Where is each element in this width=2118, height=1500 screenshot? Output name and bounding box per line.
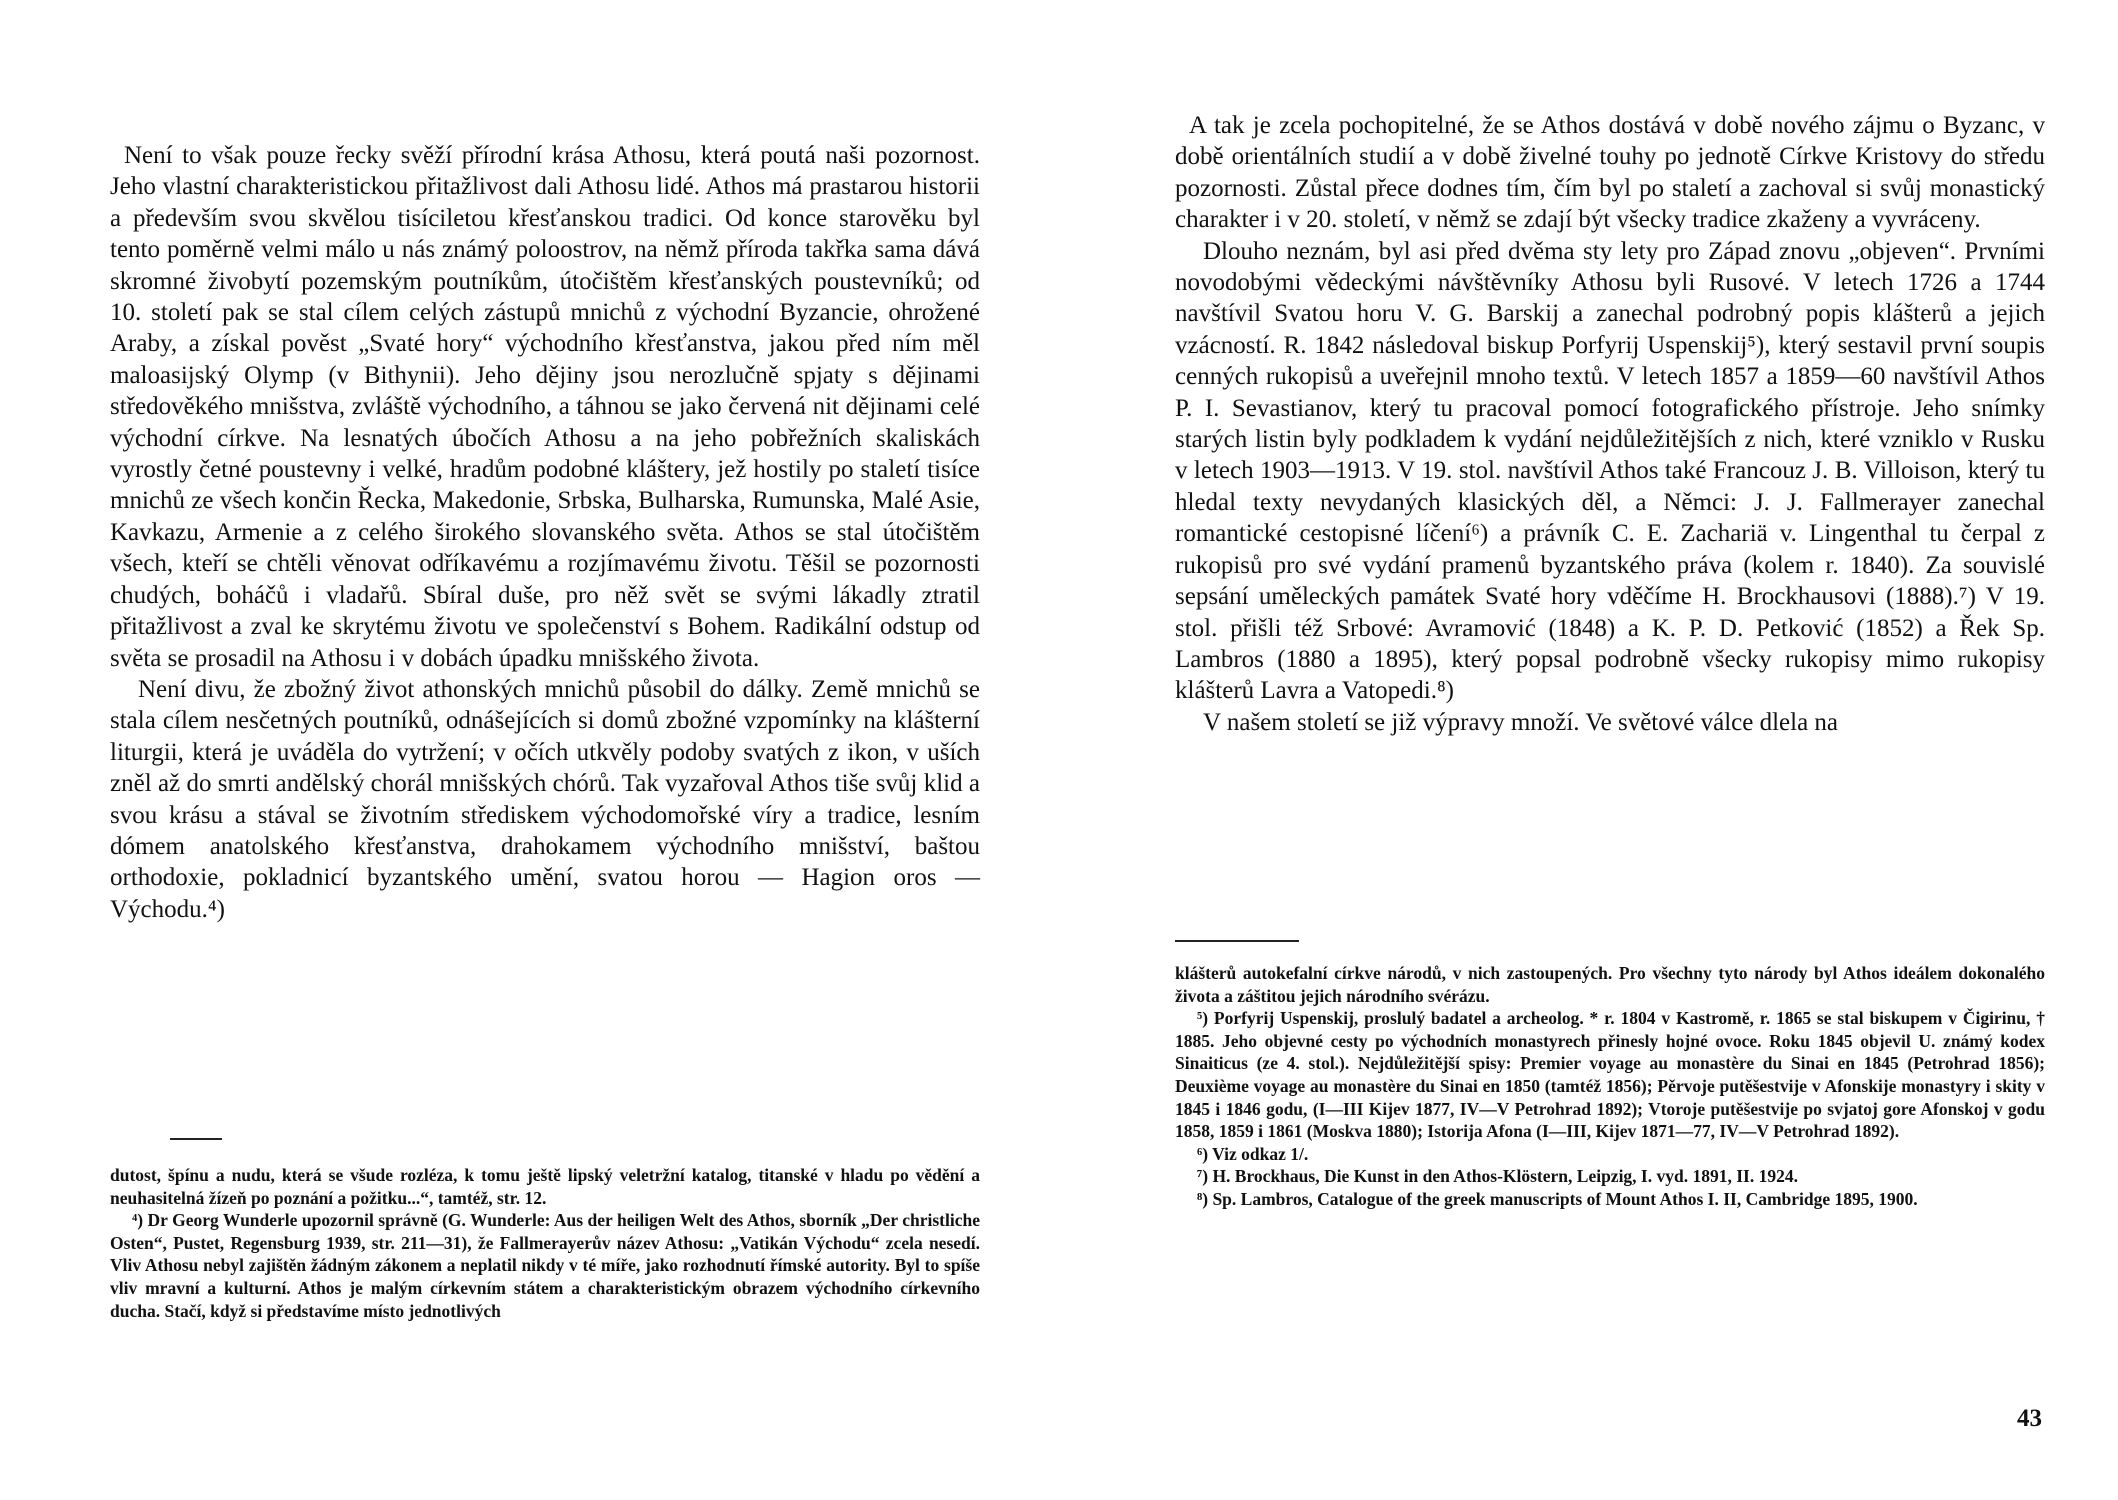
paragraph: Dlouho neznám, byl asi před dvěma sty lety pro Západ znovu „objeven“. Prvními novodobými vědeckými návštěvníky Athosu byli Rusové. V letech 1726 a 1744 navštívil Svatou horu V. G. Barskij a zanechal podrobný popis klášterů a jejich vzácností. R. 1842 následoval biskup Porfyrij Uspenskij⁵), který sestavil první soupis cenných rukopisů a uveřejnil mnoho textů. V letech 1857 a 1859—60 navštívil Athos P. I. Sevastianov, který tu pracoval pomocí fotografického přístroje. Jeho snímky starých listin byly podkladem k vydání nejdůležitějších z nich, které vzniklo v Rusku v letech 1903—1913. V 19. stol. navštívil Athos také Francouz J. B. Villoison, který tu hledal texty nevydaných klasických děl, a Němci: J. J. Fallmerayer zanechal romantické cestopisné líčení⁶) a právník C. E. Zachariä v. Lingenthal tu čerpal z rukopisů pro své vydání pramenů byzantského práva (kolem r. 1840). Za souvislé sepsání uměleckých památek Svaté hory vděčíme H. Brockhausovi (1888).⁷) V 19. stol. přišli též Srbové: Avramović (1848) a K. P. D. Petković (1852) a Řek Sp. Lambros (1880 a 1895), který popsal podrobně všecky rukopisy mimo rukopisy klášterů Lavra a Vatopedi.⁸): [1175, 237, 2045, 705]
footnote: ⁸) Sp. Lambros, Catalogue of the greek manuscripts of Mount Athos I. II, Cambridge 1895, 1900.: [1197, 1188, 1918, 1209]
footnote: ⁶) Viz odkaz 1/.: [1197, 1143, 1309, 1164]
paragraph: Není to však pouze řecky svěží přírodní krása Athosu, která poutá naši pozornost. Jeho vlastní charakteristickou přitažlivost dali Athosu lidé. Athos má prastarou historii a především svou skvělou tisíciletou křesťanskou tradici. Od konce starověku byl tento poměrně velmi málo u nás známý poloostrov, na němž příroda takřka sama dává skromné živobytí pozemským poutníkům, útočištěm křesťanských poustevníků; od 10. století pak se stal cílem celých zástupů mnichů z východní Byzancie, ohrožené Araby, a získal pověst „Svaté hory“ východního křesťanstva, jakou před ním měl maloasijský Olymp (v Bithynii). Jeho dějiny jsou nerozlučně spjaty s dějinami středověkého mnišstva, zvláště východního, a táhnou se jako červená nit dějinami celé východní církve. Na lesnatých úbočích Athosu a na jeho pobřežních skaliskách vyrostly četné poustevny i velké, hradům podobné kláštery, jež hostily po staletí tisíce mnichů ze všech končin Řecka, Makedonie, Srbska, Bulharska, Rumunska, Malé Asie, Kavkazu, Armenie a z celého širokého slovanského světa. Athos se stal útočištěm všech, kteří se chtěli věnovat odříkavému a rozjímavému životu. Těšil se pozornosti chudých, boháčů i vladařů. Sbíral duše, pro něž svět se svými lákadly ztratil přitažlivost a zval ke skrytému životu ve společenství s Bohem. Radikální odstup od světa se prosadil na Athosu i v dobách úpadku mnišského života.: [110, 142, 980, 672]
footnote-divider: [170, 1138, 222, 1140]
paragraph: V našem století se již výpravy množí. Ve světové válce dlela na: [1203, 708, 1839, 736]
footnote-continuation: klášterů autokefalní církve národů, v nich zastoupených. Pro všechny tyto národy byl Athos ideálem dokonalého života a záštitou jejich národního svérázu.: [1175, 963, 2045, 1006]
footnote-continuation: dutost, špínu a nudu, která se všude rozléza, k tomu ještě lipský veletržní katalog, titanské v hladu po vědění a neuhasitelná žízeň po poznání a požitku...“, tamtéž, str. 12.: [110, 1165, 980, 1208]
footnote: ⁷) H. Brockhaus, Die Kunst in den Athos-Klöstern, Leipzig, I. vyd. 1891, II. 1924.: [1197, 1166, 1798, 1187]
paragraph: A tak je zcela pochopitelné, že se Athos dostává v době nového zájmu o Byzanc, v době orientálních studií a v době živelné touhy po jednotě Církve Kristovy do středu pozornosti. Zůstal přece dodnes tím, čím byl po staletí a zachoval si svůj monastický charakter i v 20. století, v němž se zdají být všecky tradice zkaženy a vyvráceny.: [1175, 112, 2045, 234]
footnote: ⁴) Dr Georg Wunderle upozornil správně (G. Wunderle: Aus der heiligen Welt des Athos, sborník „Der christliche Osten“, Pustet, Regensburg 1939, str. 211—31), že Fallmerayerův název Athosu: „Vatikán Východu“ zcela nesedí. Vliv Athosu nebyl zajištěn žádným zákonem a neplatil nikdy v té míře, jako rozhodnutí římské autority. Byl to spíše vliv mravní a kulturní. Athos je malým církevním státem a charakteristickým obrazem východního církevního ducha. Stačí, když si představíme místo jednotlivých: [110, 1210, 980, 1321]
footnote: ⁵) Porfyrij Uspenskij, proslulý badatel a archeolog. * r. 1804 v Kastromě, r. 1865 se stal biskupem v Čigirinu, † 1885. Jeho objevné cesty po východních monastyrech přinesly hojné ovoce. Roku 1845 objevil U. známý kodex Sinaiticus (ze 4. stol.). Nejdůležitější spisy: Premier voyage au monastère du Sinai en 1845 (Petrohrad 1856); Deuxième voyage au monastère du Sinai en 1850 (tamtéž 1856); Pěrvoje putěšestvije v Afonskije monastyry i skity v 1845 i 1846 godu, (I—III Kijev 1877, IV—V Petrohrad 1892); Vtoroje putěšestvije po svjatoj gore Afonskoj v godu 1858, 1859 i 1861 (Moskva 1880); Istorija Afona (I—III, Kijev 1871—77, IV—V Petrohrad 1892).: [1175, 1008, 2045, 1142]
left-body-text: [110, 140, 980, 925]
right-footnotes: [1175, 962, 2045, 1211]
footnote-divider: [1175, 940, 1299, 942]
page-number: 43: [2017, 1405, 2042, 1432]
right-body-text: [1175, 110, 2045, 738]
left-footnotes: [110, 1164, 980, 1322]
paragraph: Není divu, že zbožný život athonských mnichů působil do dálky. Země mnichů se stala cílem nesčetných poutníků, odnášejících si domů zbožné vzpomínky na klášterní liturgii, která je uváděla do vytržení; v očích utkvěly podoby svatých z ikon, v uších zněl až do smrti andělský chorál mnišských chórů. Tak vyzařoval Athos tiše svůj klid a svou krásu a stával se životním střediskem východomořské víry a tradice, lesním dómem anatolského křesťanstva, drahokamem východního mnišství, baštou orthodoxie, pokladnicí byzantského umění, svatou horou — Hagion oros — Východu.⁴): [110, 675, 980, 923]
